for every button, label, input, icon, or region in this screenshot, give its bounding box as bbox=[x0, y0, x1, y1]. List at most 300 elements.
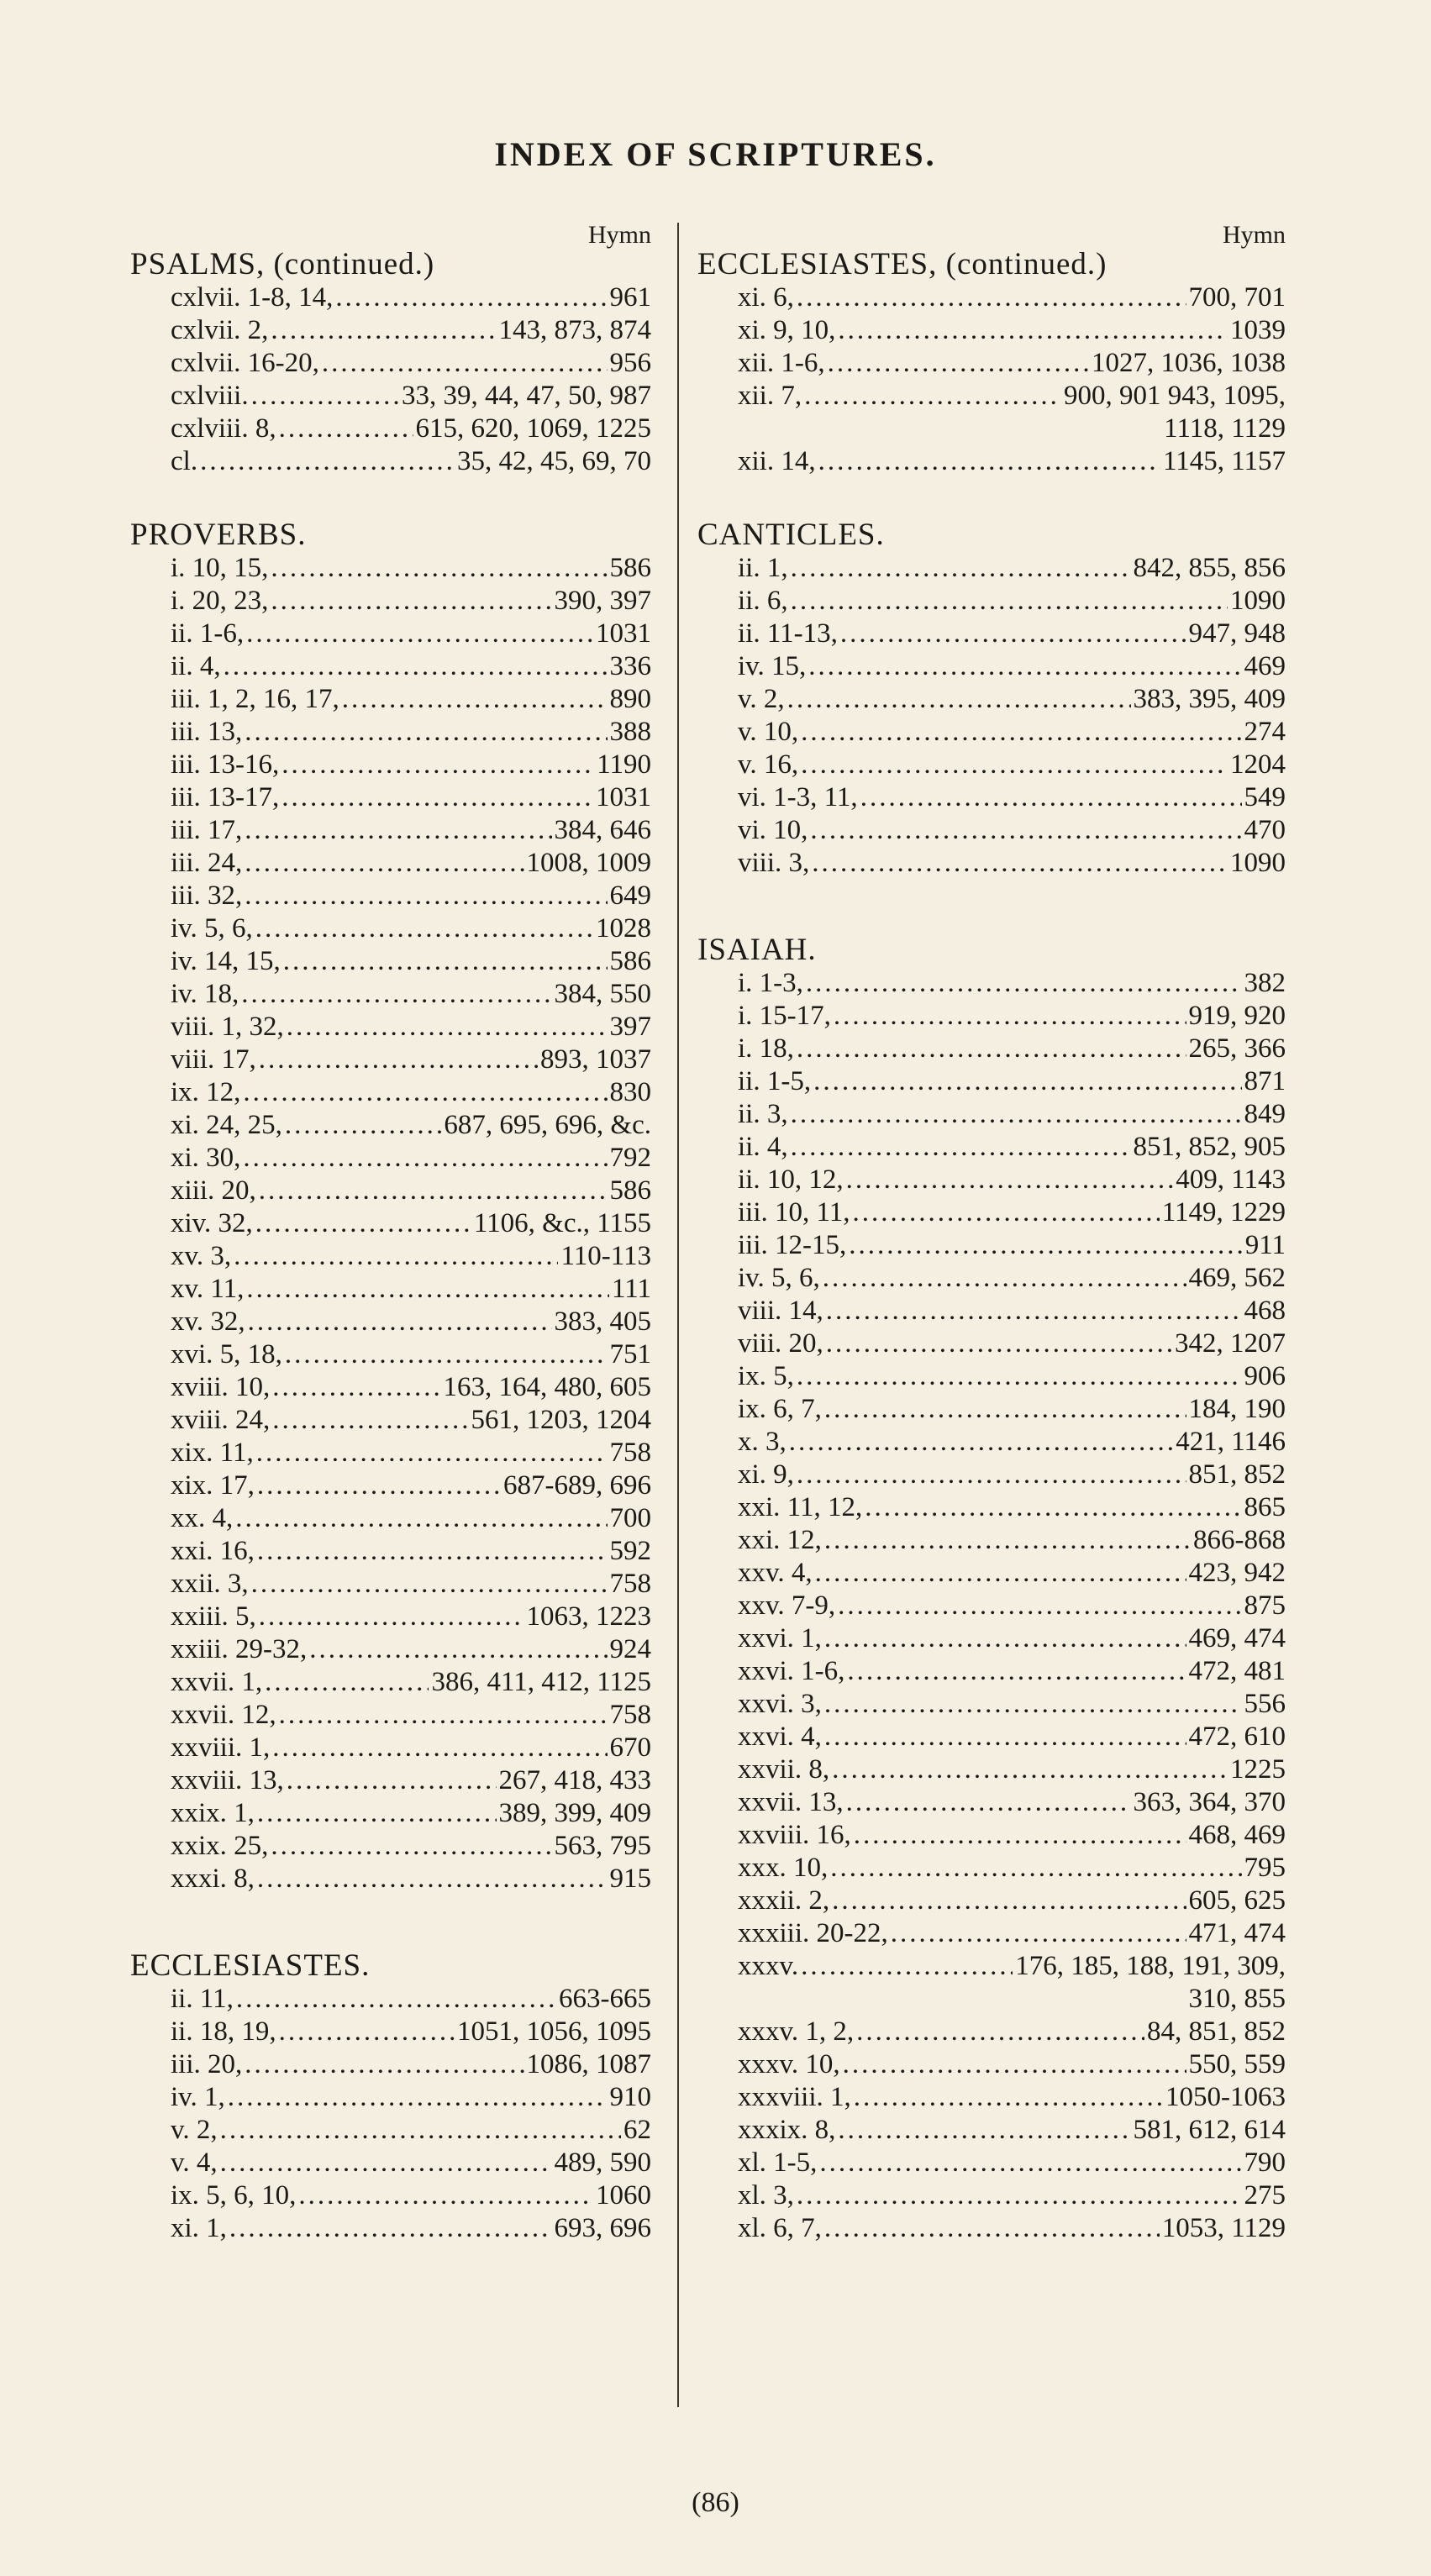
hymn-numbers: 849 bbox=[1244, 1099, 1286, 1129]
scripture-reference: ii. 11, bbox=[171, 1984, 234, 2014]
book-title: ISAIAH. bbox=[697, 933, 817, 967]
index-entry bbox=[130, 1830, 651, 1863]
index-entry bbox=[697, 314, 1286, 347]
scripture-reference: xv. 32, bbox=[171, 1306, 245, 1337]
index-entry bbox=[130, 978, 651, 1011]
hymn-numbers: 389, 399, 409 bbox=[498, 1798, 651, 1828]
book-section bbox=[697, 518, 1286, 880]
hymn-numbers: 947, 948 bbox=[1188, 618, 1286, 649]
hymn-column-label: Hymn bbox=[588, 221, 651, 249]
dot-leader bbox=[826, 1327, 1172, 1360]
scripture-reference: ix. 12, bbox=[171, 1077, 241, 1107]
index-entry bbox=[697, 1196, 1286, 1229]
dot-leader bbox=[828, 347, 1089, 380]
dot-leader bbox=[257, 1863, 608, 1895]
index-entry bbox=[697, 1721, 1286, 1753]
hymn-numbers: 830 bbox=[609, 1077, 651, 1107]
hymn-numbers: 384, 550 bbox=[554, 979, 651, 1009]
hymn-numbers: 561, 1203, 1204 bbox=[471, 1405, 651, 1435]
hymn-numbers: 1027, 1036, 1038 bbox=[1092, 348, 1286, 378]
hymn-numbers: 265, 366 bbox=[1188, 1033, 1286, 1064]
scripture-reference: ii. 1-5, bbox=[738, 1066, 812, 1096]
index-entry bbox=[697, 2114, 1286, 2147]
dot-leader bbox=[812, 847, 1228, 880]
hymn-numbers: 586 bbox=[609, 1175, 651, 1206]
dot-leader bbox=[849, 1229, 1242, 1262]
scripture-reference: xl. 1-5, bbox=[738, 2148, 818, 2178]
scripture-reference: v. 2, bbox=[738, 684, 785, 714]
dot-leader bbox=[251, 1568, 608, 1601]
dot-leader bbox=[847, 1655, 1186, 1688]
hymn-numbers: 586 bbox=[609, 946, 651, 976]
scripture-reference: xxv. 7-9, bbox=[738, 1590, 836, 1621]
dot-leader bbox=[824, 2212, 1160, 2245]
hymn-numbers: 1149, 1229 bbox=[1161, 1197, 1286, 1228]
hymn-numbers: 383, 405 bbox=[554, 1306, 651, 1337]
scripture-reference: i. 1-3, bbox=[738, 968, 803, 998]
index-entry bbox=[130, 716, 651, 749]
scripture-reference: cxlvii. 1-8, 14, bbox=[171, 282, 334, 313]
hymn-numbers: 35, 42, 45, 69, 70 bbox=[457, 446, 651, 476]
scripture-reference: xxxix. 8, bbox=[738, 2115, 836, 2145]
dot-leader bbox=[224, 650, 608, 683]
scripture-reference: iii. 13-16, bbox=[171, 749, 280, 780]
index-entry bbox=[697, 1786, 1286, 1819]
index-entry bbox=[130, 1076, 651, 1109]
index-entry bbox=[697, 618, 1286, 650]
index-entry bbox=[130, 1633, 651, 1666]
index-entry bbox=[130, 1568, 651, 1601]
hymn-numbers: 163, 164, 480, 605 bbox=[443, 1372, 651, 1402]
index-entry bbox=[130, 2114, 651, 2147]
index-entry bbox=[130, 1011, 651, 1044]
dot-leader bbox=[824, 1622, 1186, 1655]
dot-leader bbox=[823, 1262, 1186, 1295]
index-entry bbox=[130, 1175, 651, 1207]
index-entry bbox=[697, 847, 1286, 880]
hymn-numbers: 176, 185, 188, 191, 309, bbox=[1015, 1951, 1286, 1981]
hymn-numbers: 893, 1037 bbox=[540, 1044, 651, 1075]
dot-leader bbox=[228, 2081, 608, 2114]
scripture-reference: viii. 14, bbox=[738, 1296, 823, 1326]
scripture-reference: iv. 14, 15, bbox=[171, 946, 281, 976]
index-entry bbox=[697, 2212, 1286, 2245]
dot-leader bbox=[834, 1000, 1186, 1033]
scripture-reference: xxi. 16, bbox=[171, 1536, 255, 1566]
dot-leader bbox=[246, 618, 593, 650]
scripture-reference: xxix. 1, bbox=[171, 1798, 255, 1828]
hymn-numbers: 275 bbox=[1244, 2180, 1286, 2211]
hymn-numbers: 1051, 1056, 1095 bbox=[457, 2016, 651, 2047]
dot-leader bbox=[243, 1076, 607, 1109]
index-entry bbox=[130, 1240, 651, 1273]
index-entry bbox=[697, 1557, 1286, 1590]
hymn-numbers: 267, 418, 433 bbox=[498, 1765, 651, 1795]
dot-leader bbox=[257, 1797, 497, 1830]
hymn-numbers: 110-113 bbox=[560, 1241, 651, 1271]
scripture-reference: xviii. 24, bbox=[171, 1405, 271, 1435]
scripture-reference: v. 2, bbox=[171, 2115, 218, 2145]
hymn-numbers: 383, 395, 409 bbox=[1133, 684, 1286, 714]
dot-leader bbox=[229, 2212, 552, 2245]
hymn-numbers: 911 bbox=[1244, 1230, 1286, 1260]
index-entry bbox=[697, 1426, 1286, 1459]
scripture-reference: vi. 10, bbox=[738, 815, 808, 845]
dot-leader bbox=[271, 1830, 551, 1863]
index-entry bbox=[130, 2016, 651, 2048]
dot-leader bbox=[843, 2048, 1186, 2081]
dot-leader bbox=[838, 2114, 1130, 2147]
scripture-reference: xv. 3, bbox=[171, 1241, 232, 1271]
scripture-reference: xxxv. bbox=[738, 1951, 799, 1981]
scripture-reference: ii. 3, bbox=[738, 1099, 788, 1129]
dot-leader bbox=[235, 1502, 607, 1535]
hymn-numbers: 111 bbox=[611, 1274, 651, 1304]
scripture-reference: v. 10, bbox=[738, 717, 799, 747]
hymn-numbers: 915 bbox=[609, 1864, 651, 1894]
index-entry bbox=[697, 1491, 1286, 1524]
scripture-reference: ii. 18, 19, bbox=[171, 2016, 276, 2047]
dot-leader bbox=[234, 1240, 558, 1273]
scripture-reference: v. 4, bbox=[171, 2148, 218, 2178]
hymn-numbers: 386, 411, 412, 1125 bbox=[431, 1667, 651, 1697]
dot-leader bbox=[248, 1306, 552, 1338]
scripture-reference: xxxii. 2, bbox=[738, 1885, 830, 1916]
scripture-reference: xii. 14, bbox=[738, 446, 816, 476]
dot-leader bbox=[865, 1491, 1241, 1524]
hymn-numbers: 33, 39, 44, 47, 50, 987 bbox=[402, 381, 651, 411]
index-entry bbox=[130, 683, 651, 716]
scripture-reference: iv. 5, 6, bbox=[738, 1263, 820, 1293]
dot-leader bbox=[801, 716, 1241, 749]
scripture-reference: ix. 5, 6, 10, bbox=[171, 2180, 297, 2211]
index-entry bbox=[697, 413, 1286, 445]
dot-leader bbox=[854, 2081, 1163, 2114]
dot-leader bbox=[856, 2016, 1144, 2048]
index-entry bbox=[697, 650, 1286, 683]
right-sections bbox=[697, 248, 1286, 2245]
index-entry bbox=[130, 650, 651, 683]
hymn-numbers: 1031 bbox=[596, 618, 651, 649]
scripture-reference: iii. 13, bbox=[171, 717, 243, 747]
hymn-numbers: 851, 852, 905 bbox=[1133, 1132, 1286, 1162]
dot-leader bbox=[281, 749, 594, 781]
hymn-numbers: 687, 695, 696, &c. bbox=[444, 1110, 651, 1140]
scripture-reference: x. 3, bbox=[738, 1427, 787, 1457]
index-entry bbox=[697, 1917, 1286, 1950]
scripture-reference: iii. 12-15, bbox=[738, 1230, 847, 1260]
dot-leader bbox=[255, 1207, 471, 1240]
scripture-reference: xxiii. 29-32, bbox=[171, 1634, 308, 1664]
index-entry bbox=[130, 1207, 651, 1240]
hymn-numbers: 143, 873, 874 bbox=[498, 315, 651, 345]
hymn-numbers: 900, 901 943, 1095, bbox=[1064, 381, 1286, 411]
dot-leader bbox=[342, 683, 608, 716]
dot-leader bbox=[791, 1098, 1242, 1131]
scripture-reference: xx. 4, bbox=[171, 1503, 234, 1533]
index-entry bbox=[130, 380, 651, 413]
scripture-reference: ii. 1-6, bbox=[171, 618, 245, 649]
dot-leader bbox=[281, 781, 593, 814]
book-title: PROVERBS. bbox=[130, 518, 307, 552]
hymn-numbers: 866-868 bbox=[1193, 1525, 1286, 1555]
hymn-numbers: 842, 855, 856 bbox=[1133, 553, 1286, 583]
hymn-numbers: 919, 920 bbox=[1188, 1001, 1286, 1031]
dot-leader bbox=[797, 281, 1186, 314]
index-entry bbox=[697, 1164, 1286, 1196]
hymn-numbers: 1090 bbox=[1230, 848, 1286, 878]
scripture-reference: iii. 24, bbox=[171, 848, 243, 878]
dot-leader bbox=[813, 1065, 1241, 1098]
scripture-reference: xxxv. 1, 2, bbox=[738, 2016, 855, 2047]
hymn-numbers: 397 bbox=[609, 1012, 651, 1042]
hymn-numbers: 1053, 1129 bbox=[1161, 2213, 1286, 2243]
index-entry bbox=[130, 912, 651, 945]
index-entry bbox=[130, 314, 651, 347]
index-entry bbox=[130, 1732, 651, 1764]
hymn-numbers: 469, 562 bbox=[1188, 1263, 1286, 1293]
hymn-numbers: 890 bbox=[609, 684, 651, 714]
hymn-numbers: 906 bbox=[1244, 1361, 1286, 1391]
scripture-reference: xxvii. 1, bbox=[171, 1667, 263, 1697]
index-entry bbox=[697, 1000, 1286, 1033]
page-number: (86) bbox=[692, 2487, 739, 2518]
index-entry bbox=[130, 2212, 651, 2245]
dot-leader bbox=[220, 2147, 552, 2179]
scripture-reference: xi. 6, bbox=[738, 282, 794, 313]
dot-leader bbox=[272, 1371, 440, 1404]
scripture-reference: i. 15-17, bbox=[738, 1001, 831, 1031]
scripture-reference: xxv. 4, bbox=[738, 1558, 813, 1588]
dot-leader bbox=[824, 1524, 1191, 1557]
dot-leader bbox=[245, 847, 523, 880]
scripture-reference: xix. 17, bbox=[171, 1470, 255, 1501]
hymn-numbers: 563, 795 bbox=[554, 1831, 651, 1861]
index-entry bbox=[697, 2048, 1286, 2081]
index-entry bbox=[697, 1983, 1286, 2016]
scripture-reference: xviii. 10, bbox=[171, 1372, 271, 1402]
book-title: ECCLESIASTES. bbox=[130, 1948, 371, 1983]
hymn-numbers: 700, 701 bbox=[1188, 282, 1286, 313]
index-entry bbox=[130, 880, 651, 912]
dot-leader bbox=[298, 2179, 593, 2212]
dot-leader bbox=[846, 1164, 1174, 1196]
scripture-reference: xi. 1, bbox=[171, 2213, 227, 2243]
dot-leader bbox=[838, 314, 1228, 347]
index-entry bbox=[697, 814, 1286, 847]
hymn-numbers: 792 bbox=[609, 1143, 651, 1173]
scripture-reference: xxxiii. 20-22, bbox=[738, 1918, 888, 1948]
index-entry bbox=[697, 1753, 1286, 1786]
index-entry bbox=[130, 945, 651, 978]
dot-leader bbox=[256, 1437, 608, 1469]
hymn-numbers: 62 bbox=[623, 2115, 651, 2145]
hymn-numbers: 693, 696 bbox=[554, 2213, 651, 2243]
index-entry bbox=[130, 552, 651, 585]
index-entry bbox=[130, 2081, 651, 2114]
index-entry bbox=[697, 1098, 1286, 1131]
hymn-numbers: 382 bbox=[1244, 968, 1286, 998]
dot-leader bbox=[257, 1469, 501, 1502]
scripture-reference: xi. 24, 25, bbox=[171, 1110, 282, 1140]
hymn-numbers: 468 bbox=[1244, 1296, 1286, 1326]
index-entry bbox=[697, 1819, 1286, 1852]
dot-leader bbox=[272, 1732, 607, 1764]
dot-leader bbox=[854, 1819, 1186, 1852]
index-entry bbox=[697, 683, 1286, 716]
dot-leader bbox=[220, 2114, 621, 2147]
scripture-reference: i. 20, 23, bbox=[171, 586, 269, 616]
hymn-numbers: 910 bbox=[609, 2082, 651, 2112]
dot-leader bbox=[818, 445, 1160, 478]
book-section bbox=[697, 248, 1286, 478]
dot-leader bbox=[832, 1753, 1228, 1786]
index-entry bbox=[130, 1142, 651, 1175]
page-title: INDEX OF SCRIPTURES. bbox=[494, 135, 937, 173]
hymn-numbers: 790 bbox=[1244, 2148, 1286, 2178]
index-entry bbox=[697, 1360, 1286, 1393]
scripture-reference: xxvi. 3, bbox=[738, 1689, 822, 1719]
index-entry bbox=[130, 814, 651, 847]
hymn-numbers: 751 bbox=[609, 1339, 651, 1369]
hymn-numbers: 472, 610 bbox=[1188, 1722, 1286, 1752]
hymn-numbers: 84, 851, 852 bbox=[1147, 2016, 1286, 2047]
dot-leader bbox=[259, 1044, 538, 1076]
index-entry bbox=[130, 1469, 651, 1502]
dot-leader bbox=[815, 1557, 1186, 1590]
hymn-numbers: 670 bbox=[609, 1732, 651, 1763]
hymn-numbers: 310, 855 bbox=[1188, 1984, 1286, 2014]
hymn-numbers: 851, 852 bbox=[1188, 1459, 1286, 1490]
dot-leader bbox=[810, 814, 1241, 847]
left-column bbox=[130, 223, 651, 2245]
scripture-reference: xxix. 25, bbox=[171, 1831, 269, 1861]
index-entry bbox=[697, 380, 1286, 413]
hymn-numbers: 470 bbox=[1244, 815, 1286, 845]
index-entry bbox=[697, 1327, 1286, 1360]
hymn-numbers: 1106, &c., 1155 bbox=[473, 1208, 651, 1238]
scripture-reference: xxvi. 1, bbox=[738, 1623, 822, 1653]
scripture-reference: ii. 10, 12, bbox=[738, 1164, 844, 1195]
hymn-numbers: 1028 bbox=[596, 913, 651, 944]
index-entry bbox=[697, 2179, 1286, 2212]
index-entry bbox=[130, 347, 651, 380]
index-entry bbox=[130, 281, 651, 314]
scripture-reference: iii. 32, bbox=[171, 881, 243, 911]
scripture-reference: v. 16, bbox=[738, 749, 799, 780]
hymn-numbers: 871 bbox=[1244, 1066, 1286, 1096]
index-entry bbox=[130, 1666, 651, 1699]
scripture-reference: xi. 9, bbox=[738, 1459, 794, 1490]
scripture-reference: xl. 3, bbox=[738, 2180, 794, 2211]
dot-leader bbox=[271, 552, 607, 585]
dot-leader bbox=[824, 1688, 1242, 1721]
index-entry bbox=[130, 1437, 651, 1469]
scripture-reference: ii. 6, bbox=[738, 586, 788, 616]
index-entry bbox=[697, 781, 1286, 814]
dot-leader bbox=[797, 1360, 1242, 1393]
index-entry bbox=[130, 1044, 651, 1076]
hymn-numbers: 342, 1207 bbox=[1175, 1328, 1286, 1359]
dot-leader bbox=[241, 978, 551, 1011]
book-title: PSALMS, (continued.) bbox=[130, 247, 435, 281]
scripture-reference: xxxviii. 1, bbox=[738, 2082, 851, 2112]
scripture-reference: ix. 5, bbox=[738, 1361, 794, 1391]
dot-leader bbox=[255, 912, 593, 945]
hymn-numbers: 956 bbox=[609, 348, 651, 378]
scripture-reference: xv. 11, bbox=[171, 1274, 245, 1304]
index-entry bbox=[130, 1338, 651, 1371]
scripture-reference: iii. 10, 11, bbox=[738, 1197, 850, 1228]
scripture-reference: xxvi. 1-6, bbox=[738, 1656, 845, 1686]
hymn-numbers: 1008, 1009 bbox=[526, 848, 651, 878]
hymn-numbers: 1090 bbox=[1230, 586, 1286, 616]
hymn-numbers: 1225 bbox=[1230, 1754, 1286, 1785]
hymn-numbers: 1190 bbox=[597, 749, 651, 780]
hymn-numbers: 384, 646 bbox=[554, 815, 651, 845]
dot-leader bbox=[259, 1601, 524, 1633]
dot-leader bbox=[806, 967, 1242, 1000]
index-entry bbox=[697, 1688, 1286, 1721]
dot-leader bbox=[322, 347, 608, 380]
hymn-numbers: 556 bbox=[1244, 1689, 1286, 1719]
scripture-reference: xxvi. 4, bbox=[738, 1722, 822, 1752]
scripture-reference: iii. 20, bbox=[171, 2049, 243, 2079]
section-gap bbox=[697, 880, 1286, 933]
scripture-reference: xxxi. 8, bbox=[171, 1864, 255, 1894]
index-entry bbox=[697, 2081, 1286, 2114]
scripture-reference: xxvii. 12, bbox=[171, 1700, 276, 1730]
scripture-reference: xxviii. 1, bbox=[171, 1732, 271, 1763]
dot-leader bbox=[287, 1764, 497, 1797]
hymn-numbers: 184, 190 bbox=[1188, 1394, 1286, 1424]
hymn-numbers: 274 bbox=[1244, 717, 1286, 747]
hymn-numbers: 421, 1146 bbox=[1176, 1427, 1286, 1457]
index-entry bbox=[130, 1273, 651, 1306]
dot-leader bbox=[819, 2147, 1241, 2179]
hymn-numbers: 592 bbox=[609, 1536, 651, 1566]
scripture-reference: viii. 3, bbox=[738, 848, 810, 878]
dot-leader bbox=[797, 2179, 1242, 2212]
dot-leader bbox=[245, 814, 551, 847]
index-entry bbox=[697, 1131, 1286, 1164]
scripture-reference: xvi. 5, 18, bbox=[171, 1339, 282, 1369]
dot-leader bbox=[245, 2048, 523, 2081]
index-entry bbox=[130, 445, 651, 478]
hymn-numbers: 489, 590 bbox=[554, 2148, 651, 2178]
hymn-numbers: 1063, 1223 bbox=[526, 1601, 651, 1632]
index-entry bbox=[697, 1295, 1286, 1327]
index-entry bbox=[130, 1535, 651, 1568]
dot-leader bbox=[271, 585, 551, 618]
scripture-reference: iv. 15, bbox=[738, 651, 807, 681]
section-gap bbox=[130, 1895, 651, 1949]
dot-leader bbox=[789, 1426, 1173, 1459]
index-entry bbox=[130, 847, 651, 880]
index-entry bbox=[130, 1797, 651, 1830]
scripture-reference: ii. 4, bbox=[171, 651, 221, 681]
dot-leader bbox=[824, 1393, 1186, 1426]
index-entry bbox=[130, 1764, 651, 1797]
index-entry bbox=[130, 2147, 651, 2179]
index-entry bbox=[130, 1371, 651, 1404]
hymn-numbers: 1031 bbox=[596, 782, 651, 812]
hymn-numbers: 388 bbox=[609, 717, 651, 747]
hymn-numbers: 1086, 1087 bbox=[526, 2049, 651, 2079]
hymn-numbers: 363, 364, 370 bbox=[1133, 1787, 1286, 1817]
dot-leader bbox=[791, 1131, 1131, 1164]
dot-leader bbox=[259, 1175, 608, 1207]
